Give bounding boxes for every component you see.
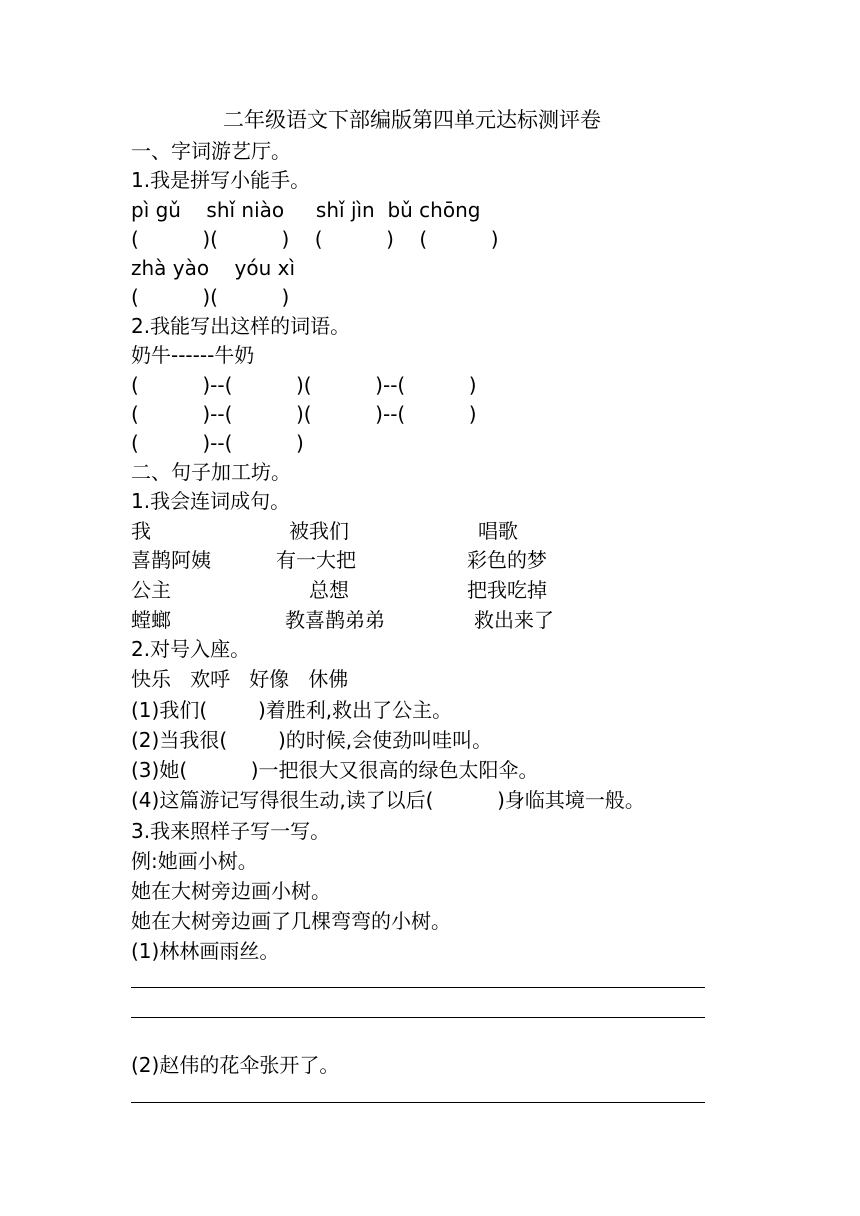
phrase-cell: 公主 <box>131 578 171 602</box>
phrase-cell: 唱歌 <box>478 519 518 543</box>
phrase-cell: 救出来了 <box>474 608 554 632</box>
phrase-cell: 螳螂 <box>131 608 171 632</box>
example-line-2: 她在大树旁边画小树。 <box>131 879 331 903</box>
answer-blanks-row-1: ( )( ) ( ) ( ) <box>131 227 499 251</box>
s2-q2-label: 2.对号入座。 <box>131 637 251 661</box>
word-blanks-row-1: ( )--( )( )--( ) <box>131 373 477 397</box>
answer-line <box>131 987 705 988</box>
page-title: 二年级语文下部编版第四单元达标测评卷 <box>223 108 601 132</box>
word-blanks-row-3: ( )--( ) <box>131 431 304 455</box>
q1-label: 1.我是拼写小能手。 <box>131 168 311 192</box>
fill-item-2: (2)当我很( )的时候,会使劲叫哇叫。 <box>131 728 493 752</box>
fill-item-3: (3)她( )一把很大又很高的绿色太阳伞。 <box>131 758 539 782</box>
rewrite-item-2: (2)赵伟的花伞张开了。 <box>131 1053 340 1077</box>
answer-line <box>131 1017 705 1018</box>
word-options: 快乐 欢呼 好像 休佛 <box>131 667 349 691</box>
fill-item-1: (1)我们( )着胜利,救出了公主。 <box>131 698 453 722</box>
phrase-cell: 我 <box>131 519 151 543</box>
pinyin-row-2: zhà yào yóu xì <box>131 256 296 280</box>
pinyin-row-1: pì gǔ shǐ niào shǐ jìn bǔ chōng <box>131 198 481 222</box>
phrase-cell: 彩色的梦 <box>467 548 547 572</box>
example-line-3: 她在大树旁边画了几棵弯弯的小树。 <box>131 909 451 933</box>
phrase-cell: 总想 <box>309 578 349 602</box>
s2-q1-label: 1.我会连词成句。 <box>131 489 291 513</box>
answer-blanks-row-2: ( )( ) <box>131 285 290 309</box>
phrase-cell: 喜鹊阿姨 <box>131 548 211 572</box>
answer-line <box>131 1102 705 1103</box>
word-blanks-row-2: ( )--( )( )--( ) <box>131 402 477 426</box>
phrase-cell: 教喜鹊弟弟 <box>285 608 385 632</box>
word-example: 奶牛------牛奶 <box>131 343 255 367</box>
s2-q3-label: 3.我来照样子写一写。 <box>131 819 331 843</box>
rewrite-item-1: (1)林林画雨丝。 <box>131 939 280 963</box>
q2-label: 2.我能写出这样的词语。 <box>131 314 351 338</box>
phrase-cell: 把我吃掉 <box>467 578 547 602</box>
section2-heading: 二、句子加工坊。 <box>131 460 291 484</box>
fill-item-4: (4)这篇游记写得很生动,读了以后( )身临其境一般。 <box>131 788 645 812</box>
phrase-cell: 被我们 <box>289 519 349 543</box>
example-line-1: 例:她画小树。 <box>131 849 258 873</box>
section1-heading: 一、字词游艺厅。 <box>131 139 291 163</box>
phrase-cell: 有一大把 <box>276 548 356 572</box>
